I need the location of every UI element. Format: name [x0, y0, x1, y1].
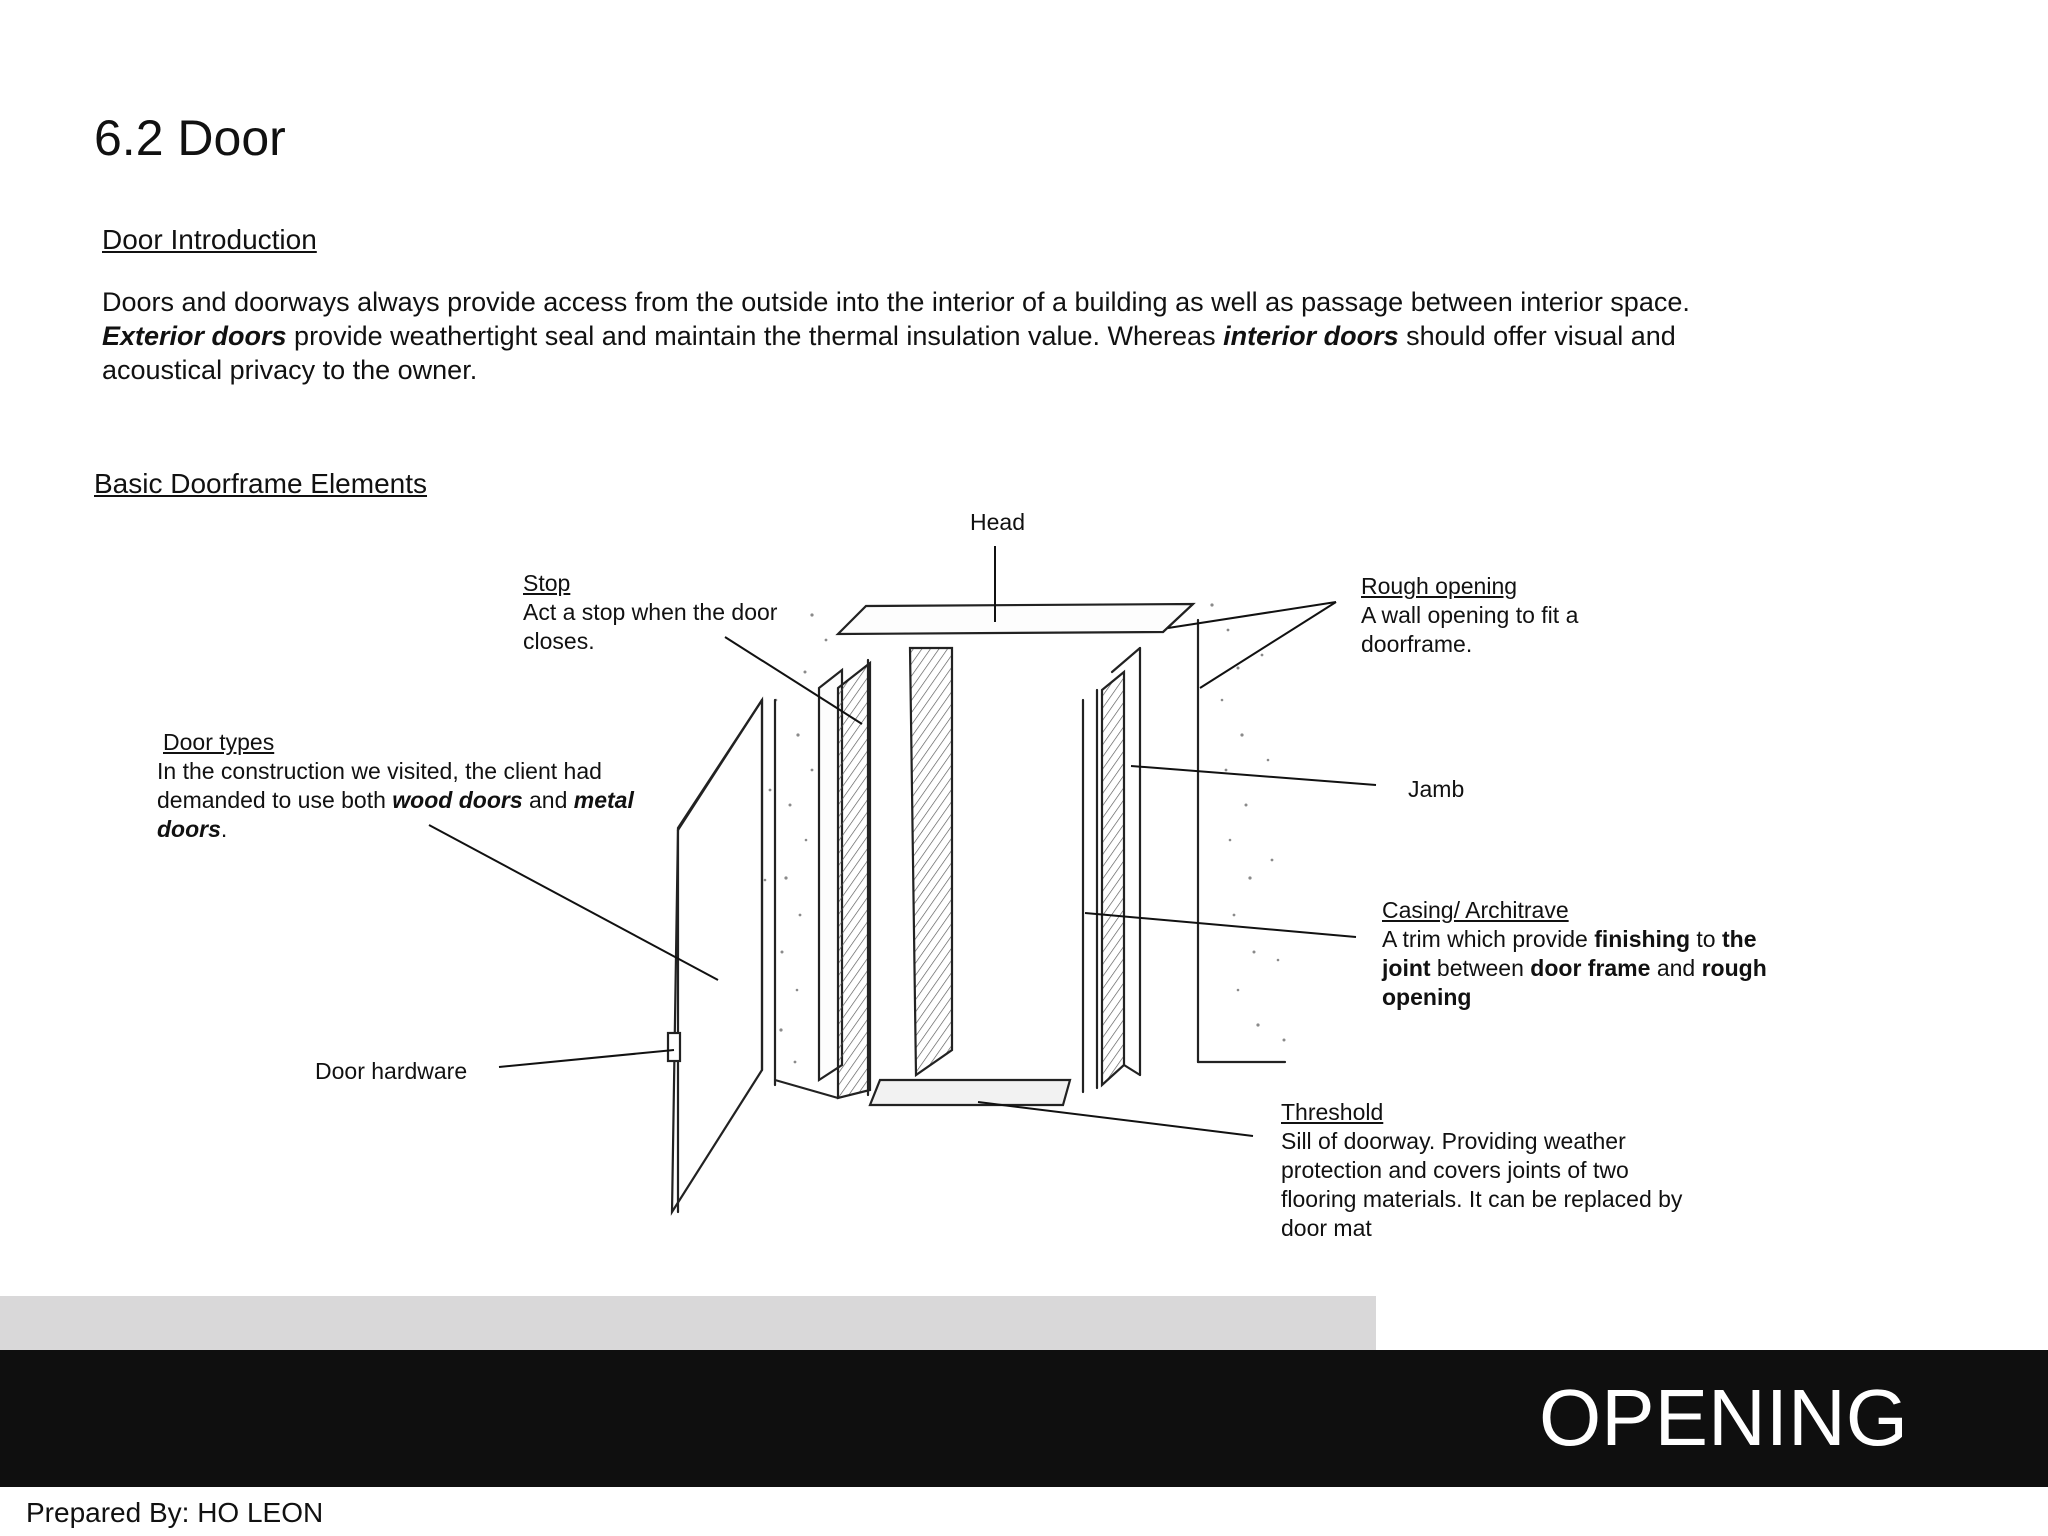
label-rough-opening — [1361, 572, 1621, 659]
section-heading: Basic Doorframe Elements — [94, 468, 428, 499]
doorframe-lines — [668, 604, 1285, 1212]
label-jamb: Jamb — [1408, 776, 1465, 802]
stop-title: Stop — [523, 570, 571, 596]
intro-paragraph: Doors and doorways always provide access from the outside into the interior of a building as well as passage between interior space. Exterior doors provide weathertight seal and maintain the thermal insulation value. Whereas interior doors should offer visual and acoustical privacy to the owner. — [102, 287, 1690, 385]
label-door-hardware: Door hardware — [315, 1058, 468, 1084]
label-stop — [523, 569, 823, 656]
grey-band — [0, 1296, 1376, 1350]
intro-heading: Door Introduction — [102, 224, 317, 255]
label-head: Head — [970, 509, 1025, 535]
threshold-text: Sill of doorway. Providing weather protection and covers joints of two flooring materials. It can be replaced by door mat — [1281, 1128, 1683, 1241]
casing-title: Casing/ Architrave — [1382, 897, 1569, 923]
stop-text: Act a stop when the door closes. — [523, 599, 778, 654]
door-types-text: In the construction we visited, the client had demanded to use both wood doors and metal doors. — [157, 758, 634, 842]
rough-text: A wall opening to fit a doorframe. — [1361, 602, 1579, 657]
rough-title: Rough opening — [1361, 573, 1518, 599]
door-types-title: Door types — [163, 729, 275, 755]
page-title: 6.2 Door — [94, 110, 286, 166]
threshold-title: Threshold — [1281, 1099, 1384, 1125]
casing-text: A trim which provide finishing to the joint between door frame and rough opening — [1382, 926, 1767, 1010]
label-casing — [1382, 896, 1782, 1012]
label-threshold — [1281, 1098, 1691, 1243]
footer-credit: Prepared By: HO LEON — [26, 1497, 324, 1528]
banner-label: OPENING — [1539, 1373, 1908, 1462]
label-door-types — [157, 728, 647, 844]
